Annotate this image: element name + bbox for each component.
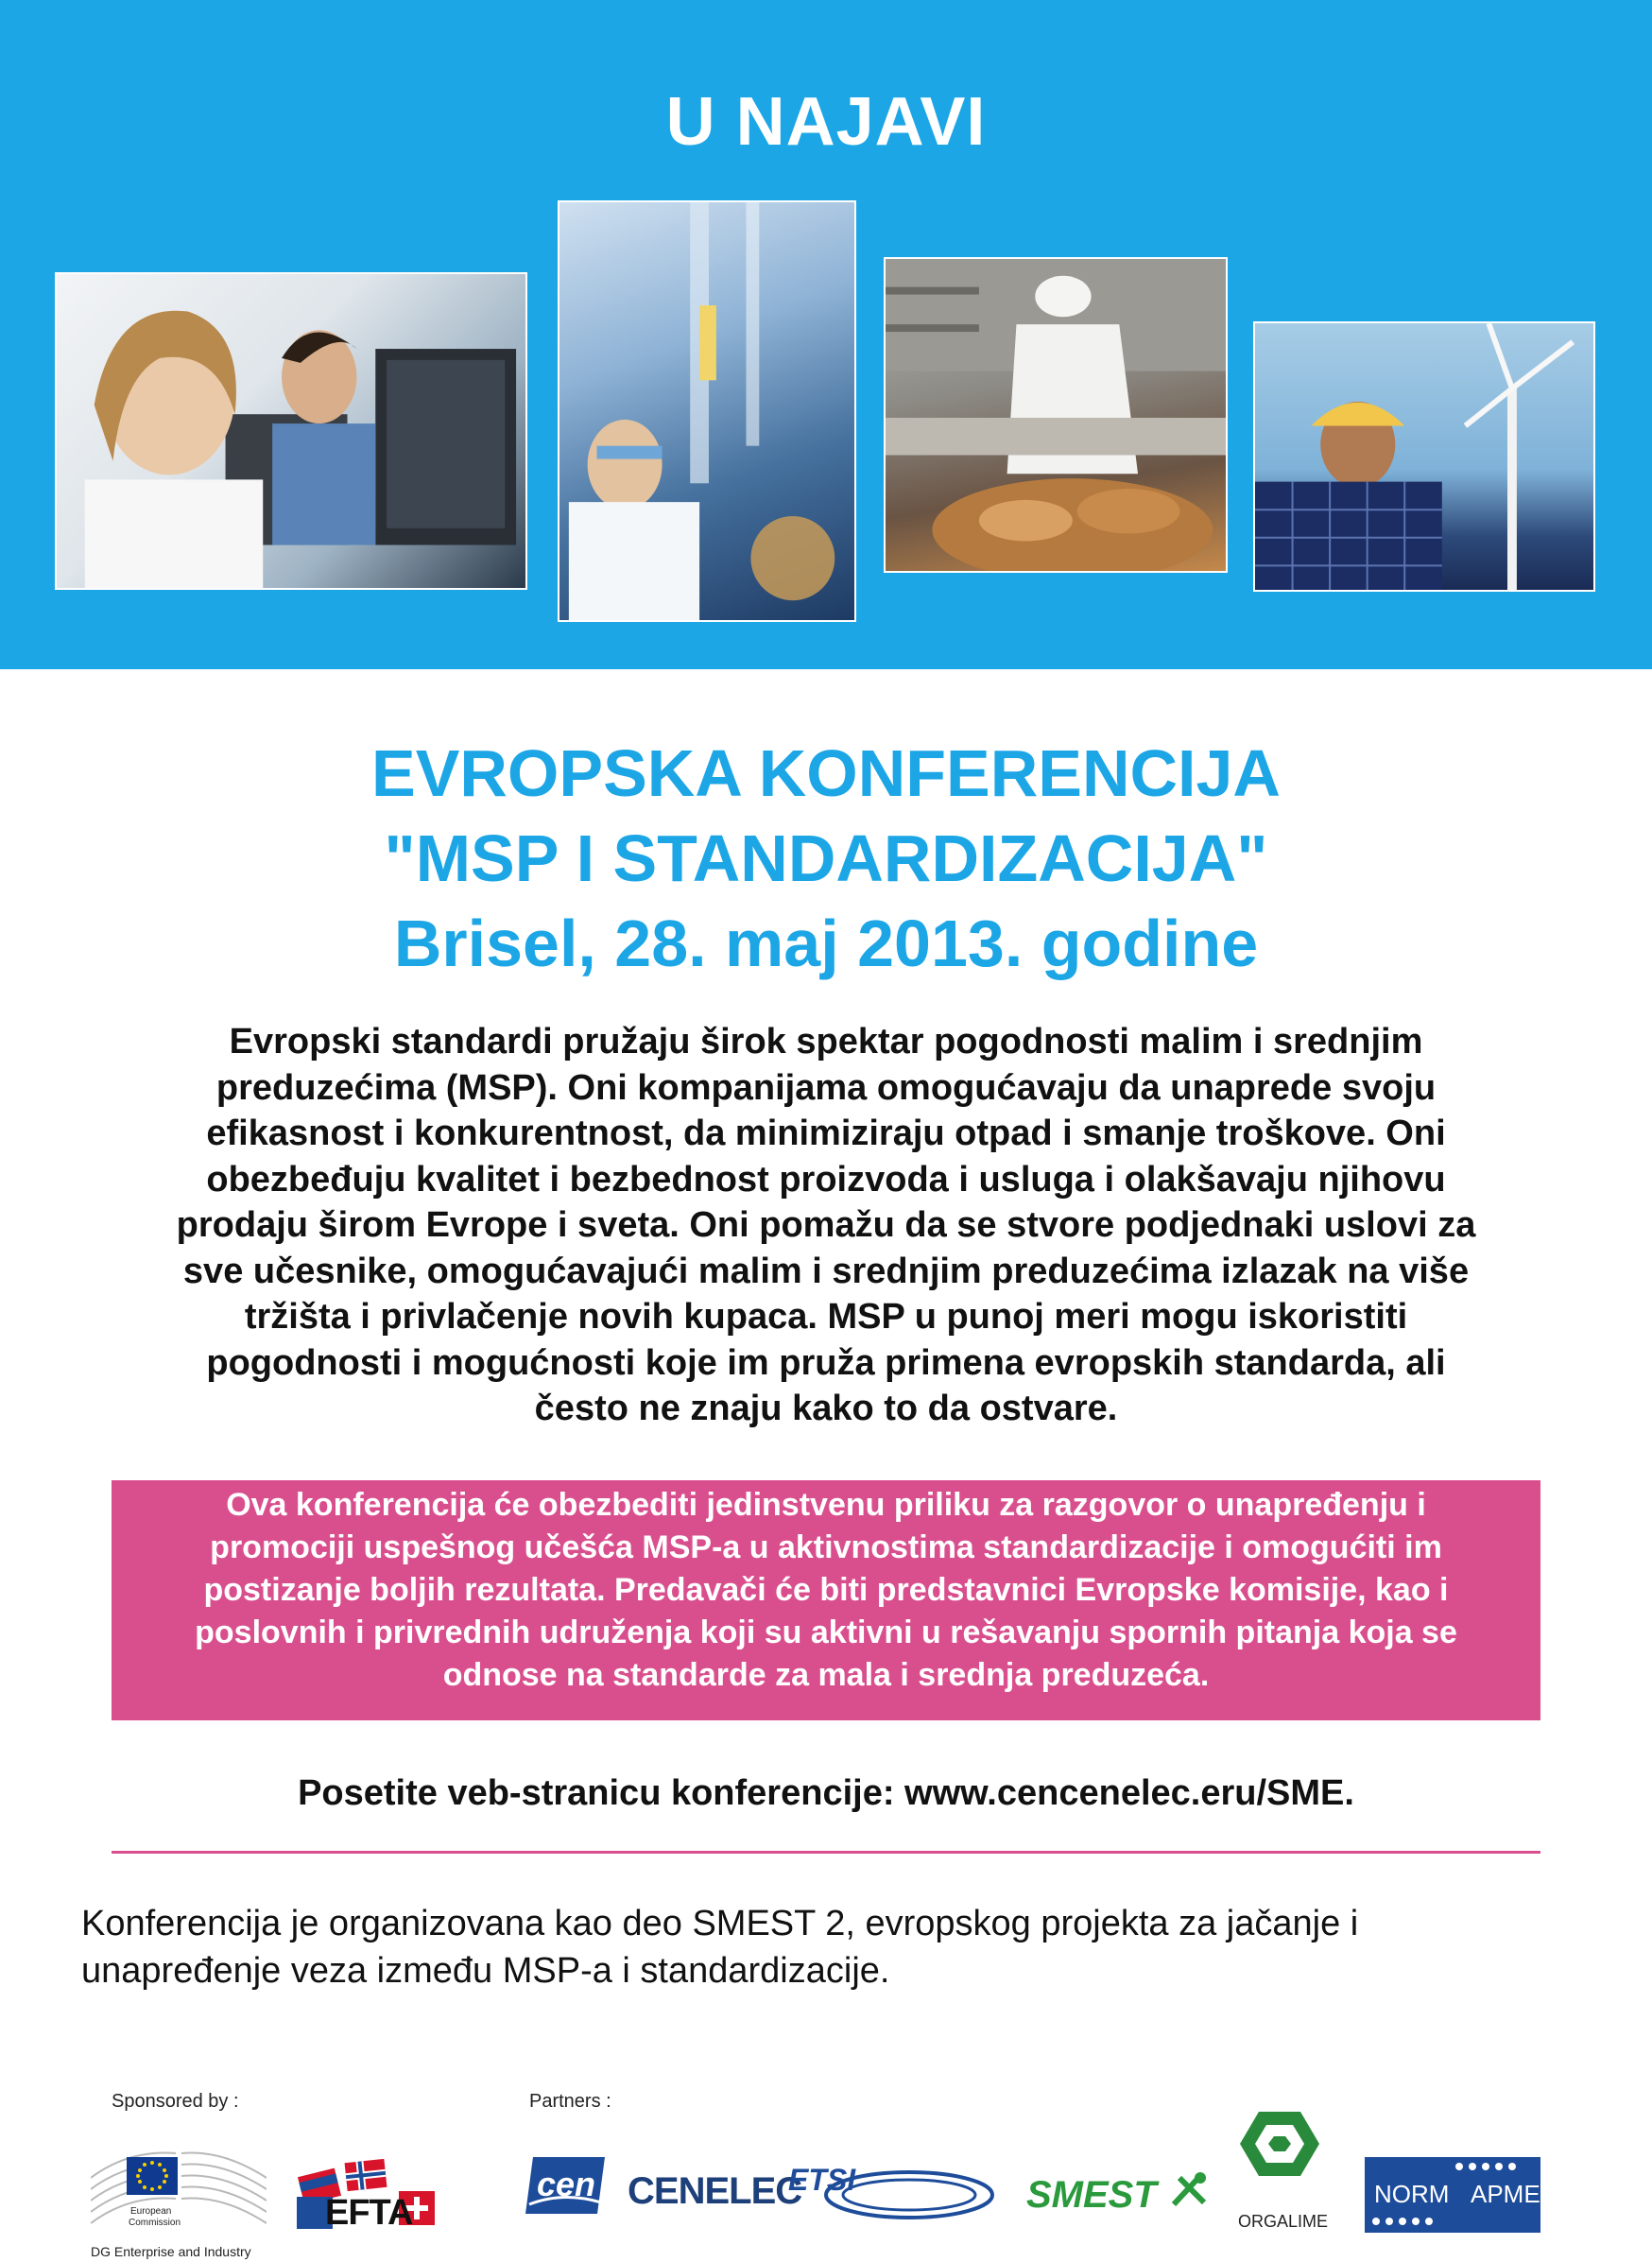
highlight-line: promociji uspešnog učešća MSP-a u aktivnostima standardizacije i omogućiti im xyxy=(210,1529,1442,1565)
tools-icon xyxy=(1170,2170,1210,2208)
divider xyxy=(112,1851,1540,1854)
office-team-photo xyxy=(55,272,527,590)
orgalime-text: ORGALIME xyxy=(1238,2212,1329,2231)
partners-label: Partners : xyxy=(529,2091,611,2112)
intro-line: sve učesnike, omogućavajući malim i srednjim preduzećima izlazak na više xyxy=(182,1251,1470,1291)
conference-subtitle: "MSP I STANDARDIZACIJA" xyxy=(384,821,1268,895)
intro-line: tržišta i privlačenje novih kupaca. MSP u punoj meri mogu iskoristiti xyxy=(244,1297,1408,1337)
highlight-line: poslovnih i privrednih udruženja koji su aktivni u rešavanju spornih pitanja koja se xyxy=(195,1614,1457,1650)
conference-title: EVROPSKA KONFERENCIJA xyxy=(371,736,1281,810)
intro-line: preduzećima (MSP). Oni kompanijama omogućavaju da unaprede svoju xyxy=(215,1067,1437,1108)
highlight-text xyxy=(123,1484,1529,1697)
highlight-line: odnose na standarde za mala i srednja preduzeća. xyxy=(442,1657,1210,1693)
etsi-text: ETSI xyxy=(788,2163,856,2197)
intro-line: efikasnost i konkurentnost, da minimiziraju otpad i smanje troškove. Oni xyxy=(206,1114,1446,1153)
organized-line: Konferencija je organizovana kao deo SMEST 2, evropskog projekta za jačanje i xyxy=(81,1904,1359,1943)
organized-paragraph xyxy=(81,1900,1593,1994)
ec-text-2: Commission xyxy=(129,2218,181,2228)
orgalime-logo xyxy=(1240,2110,1319,2191)
efta-text: EFTA xyxy=(325,2193,413,2233)
hero-title: U NAJAVI xyxy=(665,84,987,160)
cenelec-logo: CENELEC xyxy=(628,2170,802,2212)
apme-text: APME xyxy=(1471,2180,1540,2208)
intro-line: prodaju širom Evrope i sveta. Oni pomažu da se stvore podjednaki uslovi za xyxy=(176,1205,1476,1245)
intro-line: pogodnosti i mogućnosti koje im pruža primena evropskih standarda, ali xyxy=(206,1342,1446,1383)
intro-line: obezbeđuju kvalitet i bezbednost proizvoda i usluga i olakšavaju njihovu xyxy=(206,1159,1446,1200)
smest-logo: SMEST xyxy=(1026,2174,1157,2216)
bakery-photo xyxy=(884,257,1228,573)
intro-line: često ne znaju kako to da ostvare. xyxy=(534,1389,1118,1428)
highlight-line: Ova konferencija će obezbediti jedinstvenu priliku za razgovor o unapređenju i xyxy=(226,1487,1426,1523)
sponsored-label: Sponsored by : xyxy=(112,2091,239,2112)
website-line[interactable]: Posetite veb-stranicu konferencije: www.cencenelec.eru/SME. xyxy=(298,1773,1354,1813)
conference-date: Brisel, 28. maj 2013. godine xyxy=(393,907,1259,980)
norm-text: NORM xyxy=(1374,2180,1450,2208)
intro-line: Evropski standardi pružaju širok spektar pogodnosti malim i srednjim xyxy=(229,1022,1423,1062)
laboratory-photo xyxy=(558,200,856,622)
organized-line: unapređenje veza između MSP-a i standardizacije. xyxy=(81,1951,890,1991)
cen-text: cen xyxy=(537,2165,596,2203)
solar-wind-photo xyxy=(1253,321,1595,592)
ec-text-1: European xyxy=(130,2206,172,2217)
ec-caption: DG Enterprise and Industry xyxy=(91,2244,251,2259)
highlight-line: postizanje boljih rezultata. Predavači će biti predstavnici Evropske komisije, kao i xyxy=(203,1572,1449,1608)
intro-paragraph xyxy=(95,1019,1557,1432)
